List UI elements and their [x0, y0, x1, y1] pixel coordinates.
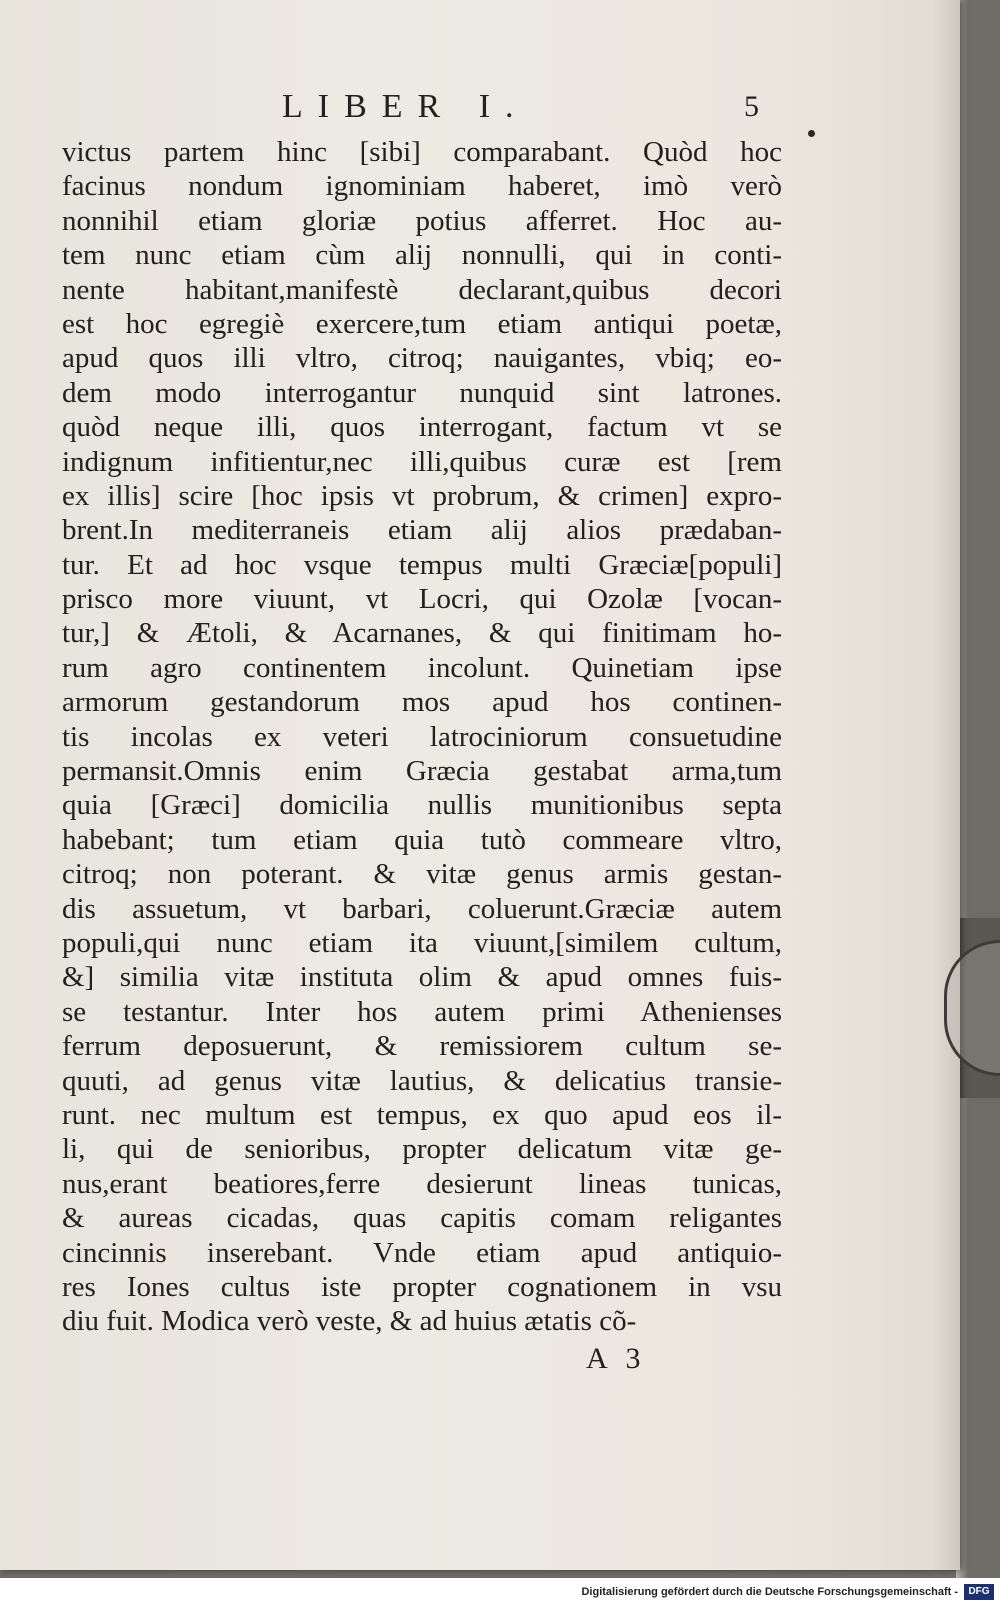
text-line: armorum gestandorum mos apud hos continen-: [62, 686, 782, 719]
running-head: [0, 88, 960, 128]
text-line: facinus nondum ignominiam haberet, imò verò: [62, 170, 782, 203]
footer-credit: Digitalisierung gefördert durch die Deutsche Forschungsgemeinschaft -: [581, 1586, 958, 1598]
text-line: runt. nec multum est tempus, ex quo apud eos il-: [62, 1098, 782, 1131]
text-line: permansit.Omnis enim Græcia gestabat arma,tum: [62, 755, 782, 788]
text-line: rum agro continentem incolunt. Quinetiam ipse: [62, 651, 782, 684]
text-line: dis assuetum, vt barbari, coluerunt.Græciæ autem: [62, 892, 782, 925]
text-line: quòd neque illi, quos interrogant, factum vt se: [62, 411, 782, 444]
text-line: victus partem hinc [sibi] comparabant. Quòd hoc: [62, 136, 782, 168]
dfg-logo: DFG: [964, 1584, 994, 1600]
text-line: se testantur. Inter hos autem primi Athenienses: [62, 995, 782, 1028]
text-line: tem nunc etiam cùm alij nonnulli, qui in conti-: [62, 239, 782, 272]
text-line: res Iones cultus iste propter cognationem in vsu: [62, 1270, 782, 1303]
text-line: ex illis] scire [hoc ipsis vt probrum, & crimen] expro-: [62, 479, 782, 512]
text-line: & aureas cicadas, quas capitis comam religantes: [62, 1202, 782, 1235]
text-line: tis incolas ex veteri latrociniorum consuetudine: [62, 720, 782, 753]
body-text: [62, 135, 782, 1339]
signature-mark: A 3: [586, 1342, 647, 1375]
text-line: &] similia vitæ instituta olim & apud omnes fuis-: [62, 961, 782, 994]
text-line: tur,] & Ætoli, & Acarnanes, & qui finitimam ho-: [62, 617, 782, 650]
text-line: populi,qui nunc etiam ita viuunt,[similem cultum,: [62, 926, 782, 959]
text-line: diu fuit. Modica verò veste, & ad huius ætatis cõ-: [62, 1305, 637, 1338]
text-line: brent.In mediterraneis etiam alij alios prædaban-: [62, 514, 782, 547]
signature-line: [0, 1342, 960, 1382]
running-title: LIBER I.: [282, 88, 529, 125]
text-line: tur. Et ad hoc vsque tempus multi Græciæ[populi]: [62, 548, 782, 581]
text-line: prisco more viuunt, vt Locri, qui Ozolæ [vocan-: [62, 583, 782, 616]
text-line: apud quos illi vltro, citroq; nauigantes, vbiq; eo-: [62, 342, 782, 375]
text-line: quia [Græci] domicilia nullis munitionibus septa: [62, 789, 782, 822]
text-line: nonnihil etiam gloriæ potius afferret. Hoc au-: [62, 204, 782, 237]
text-line: ferrum deposuerunt, & remissiorem cultum se-: [62, 1030, 782, 1063]
ink-dot: [808, 130, 815, 137]
text-line: nus,erant beatiores,ferre desierunt lineas tunicas,: [62, 1167, 782, 1200]
text-line: dem modo interrogantur nunquid sint latrones.: [62, 376, 782, 409]
text-line: indignum infitientur,nec illi,quibus curæ est [rem: [62, 445, 782, 478]
footer-bar: [0, 1578, 1000, 1608]
text-line: cincinnis inserebant. Vnde etiam apud antiquio-: [62, 1236, 782, 1269]
text-line: nente habitant,manifestè declarant,quibus decori: [62, 273, 782, 306]
text-line: quuti, ad genus vitæ lautius, & delicatius transie-: [62, 1064, 782, 1097]
text-line: habebant; tum etiam quia tutò commeare vltro,: [62, 823, 782, 856]
text-line: li, qui de senioribus, propter delicatum vitæ ge-: [62, 1133, 782, 1166]
page-number: 5: [744, 90, 759, 123]
text-line: citroq; non poterant. & vitæ genus armis gestan-: [62, 858, 782, 891]
text-line: est hoc egregiè exercere,tum etiam antiqui poetæ,: [62, 307, 782, 340]
